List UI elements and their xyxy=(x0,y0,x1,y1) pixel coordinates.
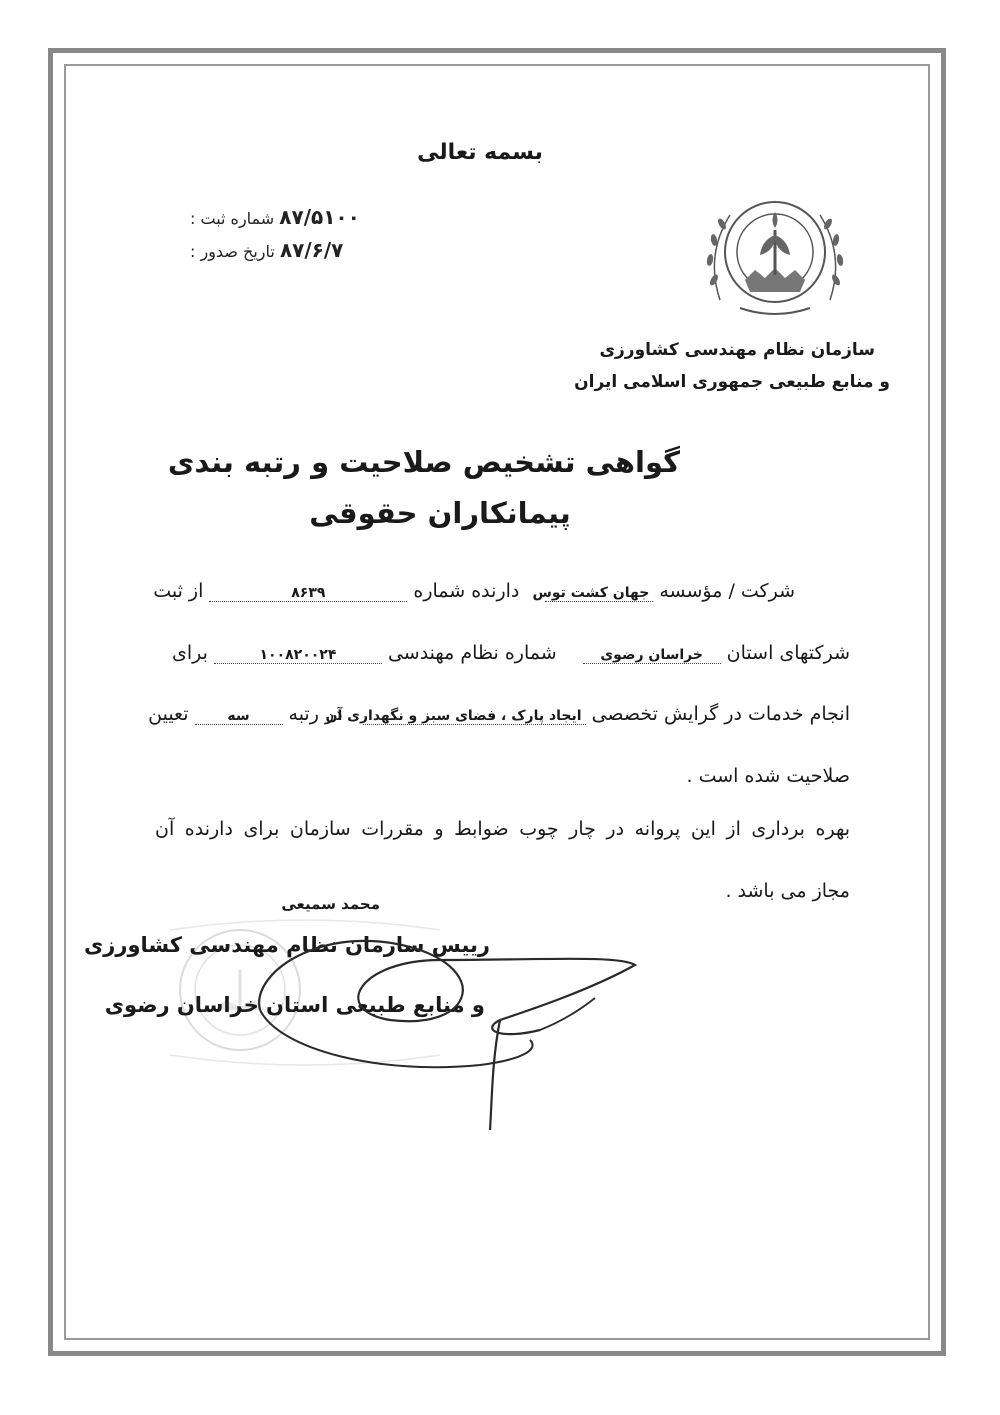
engineering-no-field: ۱۰۰۸۲۰۰۲۴ xyxy=(214,647,382,664)
registration-number-row xyxy=(190,205,370,229)
certificate-title-line2: پیمانکاران حقوقی xyxy=(309,496,571,530)
holder-label: دارنده شماره xyxy=(413,580,520,602)
organization-name-line2: و منابع طبیعی جمهوری اسلامی ایران xyxy=(574,372,890,392)
invocation-heading: بسمه تعالی xyxy=(417,140,543,165)
province-label: شرکتهای استان xyxy=(726,642,850,664)
issue-date-label: تاریخ صدور : xyxy=(190,242,275,261)
specialty-label: انجام خدمات در گرایش تخصصی xyxy=(591,703,850,725)
certificate-title-line1: گواهی تشخیص صلاحیت و رتبه بندی xyxy=(167,445,680,479)
specialty-field: ایجاد پارک ، فضای سبز و نگهداری آن xyxy=(363,708,586,725)
usage-paragraph-line2: مجاز می باشد . xyxy=(725,880,850,902)
signatory-title-line2: و منابع طبیعی استان خراسان رضوی xyxy=(104,993,485,1017)
usage-paragraph-line1: بهره برداری از این پروانه در چار چوب ضوابط و مقررات سازمان برای دارنده آن xyxy=(155,818,850,840)
signatory-name: محمد سمیعی xyxy=(281,895,380,913)
body-line-1 xyxy=(153,580,795,602)
company-name-field: جهان کشت توس xyxy=(545,585,653,602)
handwritten-signature-icon xyxy=(240,860,660,1140)
signatory-title-line1: رییس سازمان نظام مهندسی کشاورزی xyxy=(84,933,490,957)
organization-name-line1: سازمان نظام مهندسی کشاورزی xyxy=(599,340,875,360)
registration-label: شماره ثبت : xyxy=(190,209,275,228)
company-label: شرکت / مؤسسه xyxy=(659,580,795,602)
rank-label: در رتبه xyxy=(288,703,343,725)
body-line-4: صلاحیت شده است . xyxy=(686,765,850,787)
issue-date-value: ۸۷/۶/۷ xyxy=(279,238,344,262)
registration-no-field: ۸۶۳۹ xyxy=(209,585,407,602)
for-label: برای xyxy=(172,642,208,664)
rank-field: سه xyxy=(195,708,283,725)
issue-date-row xyxy=(190,238,370,262)
registration-value: ۸۷/۵۱۰۰ xyxy=(279,205,360,229)
determined-label: تعیین xyxy=(148,703,189,725)
province-field: خراسان رضوی xyxy=(583,647,721,664)
body-line-3 xyxy=(148,703,850,725)
from-registration-label: از ثبت xyxy=(153,580,204,602)
body-line-2 xyxy=(165,642,850,664)
organization-emblem-icon xyxy=(700,180,850,330)
engineering-no-label: شماره نظام مهندسی xyxy=(387,642,557,664)
